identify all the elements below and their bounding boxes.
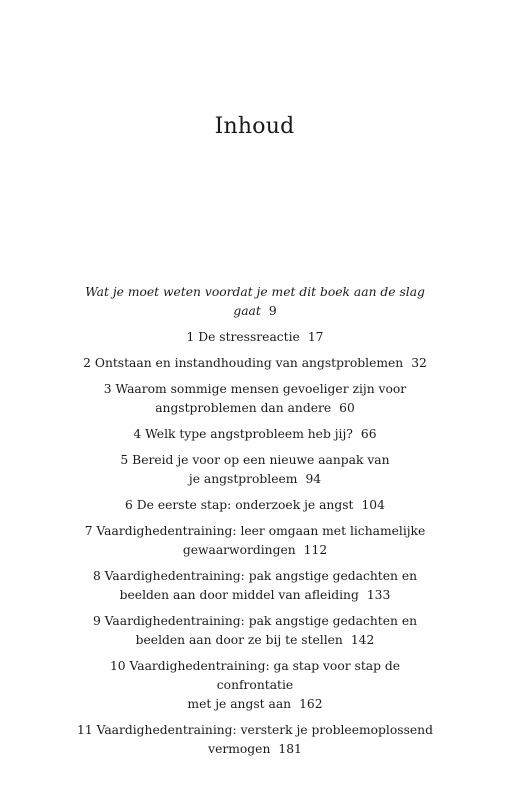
toc-entry-3 xyxy=(70,380,440,418)
toc-page-number: 17 xyxy=(307,330,324,344)
toc-entry-line: 8 Vaardighedentraining: pak angstige gedachten en xyxy=(92,569,418,583)
toc-page-number: 66 xyxy=(360,427,377,441)
toc-entry-line: 9 Vaardighedentraining: pak angstige gedachten en xyxy=(92,614,418,628)
toc-entry-line xyxy=(70,496,440,515)
toc-entry-line xyxy=(70,695,440,714)
toc-entry-line xyxy=(70,399,440,418)
toc-page-number: 60 xyxy=(339,401,355,415)
toc-entry-10 xyxy=(70,657,440,714)
toc-entry-2 xyxy=(70,354,440,373)
toc-entry-text: angstproblemen dan andere xyxy=(155,401,332,415)
toc-entry-line xyxy=(70,631,440,650)
toc-page-number: 32 xyxy=(411,356,427,370)
toc-entry-9 xyxy=(70,612,440,650)
toc-page-number: 133 xyxy=(366,588,391,602)
toc-entry-line xyxy=(70,425,440,444)
toc-entry-text: je angstprobleem xyxy=(188,472,298,486)
toc-page-number: 162 xyxy=(299,697,323,711)
toc-entry-intro xyxy=(70,283,440,321)
toc-entry-text: 1 De stressreactie xyxy=(186,330,300,344)
toc-entry-line: 5 Bereid je voor op een nieuwe aanpak van xyxy=(120,453,390,467)
toc-entry-text: beelden aan door ze bij te stellen xyxy=(135,633,343,647)
page-title: Inhoud xyxy=(214,114,295,139)
toc-entry-line: 3 Waarom sommige mensen gevoeliger zijn voor xyxy=(103,382,407,396)
toc-entry-text: 2 Ontstaan en instandhouding van angstproblemen xyxy=(83,356,404,370)
toc-entry-line: 7 Vaardighedentraining: leer omgaan met lichamelijke xyxy=(84,524,426,538)
toc-entry-text: Wat je moet weten voordat je met dit boek aan de slag gaat xyxy=(85,285,425,318)
toc-page-number: 9 xyxy=(268,304,277,318)
toc-entry-7 xyxy=(70,522,440,560)
toc-entry-text: gewaarwordingen xyxy=(182,543,296,557)
toc-entry-4 xyxy=(70,425,440,444)
toc-entry-line: 11 Vaardighedentraining: versterk je probleemoplossend xyxy=(77,723,433,737)
toc-page-number: 94 xyxy=(305,472,322,486)
toc-page-number: 112 xyxy=(303,543,328,557)
toc-page-number: 181 xyxy=(278,742,302,756)
toc-entry-line xyxy=(70,541,440,560)
toc-entry-line xyxy=(70,283,440,321)
toc-entry-line xyxy=(70,354,440,373)
toc-entry-text: met je angst aan xyxy=(187,697,292,711)
toc-entry-1 xyxy=(70,328,440,347)
toc-entry-8 xyxy=(70,567,440,605)
toc-entry-11 xyxy=(70,721,440,759)
toc-entry-line xyxy=(70,586,440,605)
toc-entry-5 xyxy=(70,451,440,489)
toc-entry-line xyxy=(70,328,440,347)
table-of-contents xyxy=(70,283,440,766)
toc-entry-line xyxy=(70,470,440,489)
toc-entry-line: 10 Vaardighedentraining: ga stap voor stap de confrontatie xyxy=(109,659,401,692)
toc-entry-text: 4 Welk type angstprobleem heb jij? xyxy=(133,427,353,441)
toc-entry-text: 6 De eerste stap: onderzoek je angst xyxy=(125,498,354,512)
toc-entry-text: vermogen xyxy=(208,742,271,756)
toc-entry-line xyxy=(70,740,440,759)
toc-entry-6 xyxy=(70,496,440,515)
toc-page-number: 142 xyxy=(350,633,375,647)
toc-entry-text: beelden aan door middel van afleiding xyxy=(119,588,359,602)
toc-page-number: 104 xyxy=(361,498,385,512)
